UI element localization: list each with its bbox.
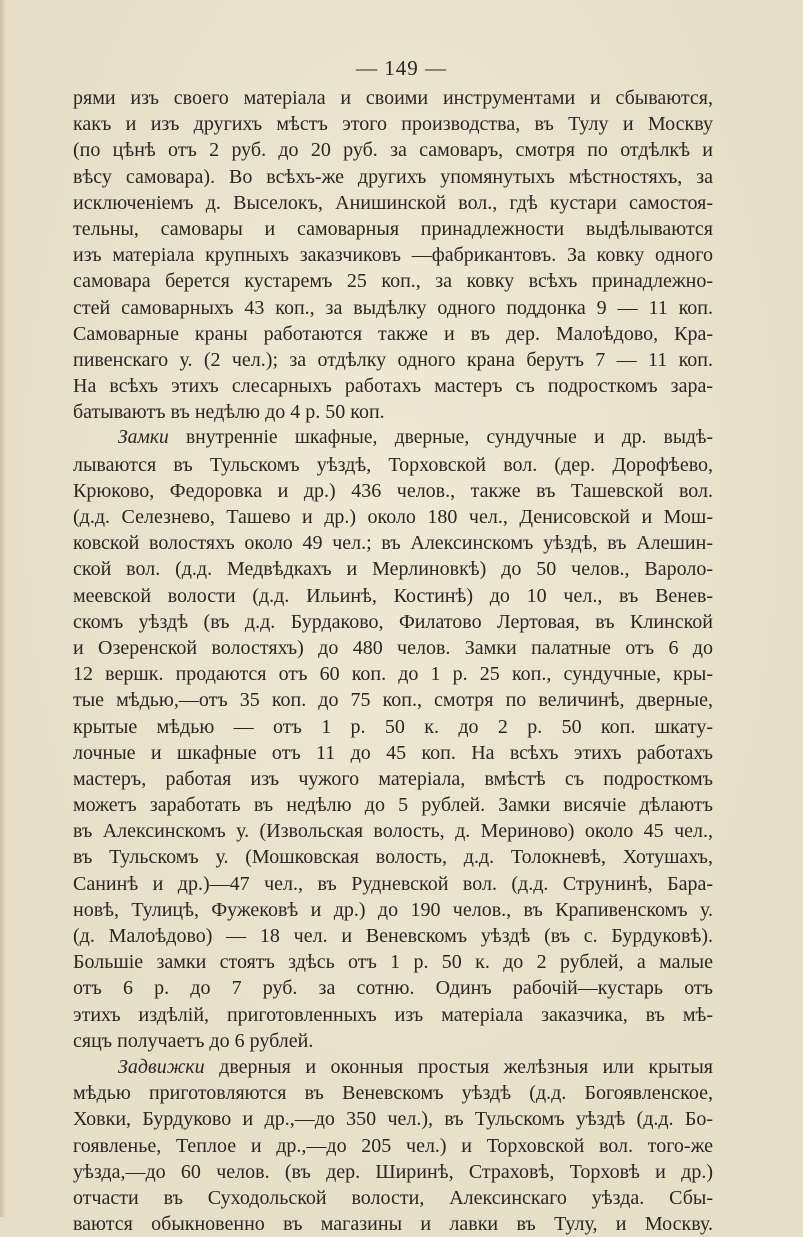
text-line-content: гоявленье, Теплое и др.,—до 205 чел.) и Торховской вол. того-же [73,1134,713,1157]
paragraph-lead-word: Замки [118,427,169,449]
text-line-content: внутренніе шкафные, дверные, сундучные и др. выдѣ- [186,427,713,449]
text-line-content: этихъ издѣлій, приготовленныхъ изъ матеріала заказчика, въ мѣ- [73,1003,713,1026]
text-line [73,373,713,399]
paragraph-lead-word: Задвижки [118,1055,205,1078]
text-line [73,687,713,713]
text-line [73,714,713,740]
text-line-content: исключеніемъ д. Выселокъ, Анишинской вол., гдѣ кустари самостоя- [73,191,713,214]
text-line-content: тые мѣдью,—отъ 35 коп. до 75 коп., смотря по величинѣ, дверные, [73,689,713,712]
text-line [73,792,713,818]
text-line [73,190,713,216]
text-line-content: ваются обыкновенно въ магазины и лавки въ Тулу, и Москву. [73,1213,713,1236]
text-line [73,111,713,137]
text-line [73,295,713,321]
page-edge-shadow [0,0,6,1217]
text-line [73,268,713,294]
text-line-content: какъ и изъ другихъ мѣстъ этого производства, въ Тулу и Москву [73,113,713,136]
text-line [73,85,713,111]
text-line-content: крытые мѣдью — отъ 1 р. 50 к. до 2 р. 50 коп. шкату- [73,715,713,738]
text-line-content: 12 вершк. продаются отъ 60 коп. до 1 р. 25 коп., сундучные, кры- [73,663,713,686]
text-line [73,661,713,687]
text-line [73,818,713,844]
text-line-content: лочные и шкафные отъ 11 до 45 коп. На всѣхъ этихъ работахъ [73,741,713,764]
text-line [73,347,713,373]
text-line-content: отчасти въ Суходольской волости, Алексинскаго уѣзда. Сбы- [73,1186,713,1209]
text-line-content: меевской волости (д.д. Ильинѣ, Костинѣ) до 10 чел., въ Венев- [73,584,713,607]
text-line-content: Самоварные краны работаются также и въ дер. Малоѣдово, Кра- [73,322,713,345]
text-line-content: (д. Малоѣдово) — 18 чел. и Веневскомъ уѣздѣ (въ с. Бурдуковѣ). [73,925,713,947]
text-line-content: Крюково, Федоровка и др.) 436 челов., также въ Ташевской вол. [73,479,713,502]
text-line-content: сяцъ получаетъ до 6 рублей. [73,1029,314,1052]
text-line-content: мѣдью приготовляются въ Веневскомъ уѣздѣ (д.д. Богоявленское, [73,1082,713,1105]
text-line [73,1185,713,1211]
text-line-content: пивенскаго у. (2 чел.); за отдѣлку одного крана берутъ 7 — 11 коп. [73,348,713,371]
text-line-content: (по цѣнѣ отъ 2 руб. до 20 руб. за самоваръ, смотря по отдѣлкѣ и [73,139,713,162]
text-line-content: Санинѣ и др.)—47 чел., въ Рудневской вол. (д.д. Струнинѣ, Бара- [73,872,713,895]
text-line-content: стей самоварныхъ 43 коп., за выдѣлку одного поддонка 9 — 11 коп. [73,296,713,319]
text-line [73,1080,713,1106]
text-line [73,425,713,451]
text-line [73,452,713,478]
text-line-content: тельны, самовары и самоварныя принадлежности выдѣлываются [73,217,713,240]
text-line-content: лываются въ Тульскомъ уѣздѣ, Торховской вол. (дер. Дорофѣево, [73,453,713,476]
text-line-content: въ Тульскомъ у. (Мошковская волость, д.д. Толокневѣ, Хотушахъ, [73,846,713,869]
text-line [73,556,713,582]
text-line [73,740,713,766]
text-line-content: новѣ, Тулицѣ, Фужековѣ и др.) до 190 челов., въ Крапивенскомъ у. [73,898,713,921]
text-line [73,897,713,923]
text-line-content: вѣсу самовара). Во всѣхъ-же другихъ упомянутыхъ мѣстностяхъ, за [73,165,713,188]
text-line [73,609,713,635]
text-line-content: дверныя и оконныя простыя желѣзныя или крытыя [219,1055,713,1078]
text-line [73,1028,713,1054]
text-line-content: ковской волостяхъ около 49 чел.; въ Алексинскомъ уѣздѣ, въ Алешин- [73,532,713,555]
text-line-content: и Озеренской волостяхъ) до 480 челов. Замки палатные отъ 6 до [73,636,713,659]
text-line-content: уѣзда,—до 60 челов. (въ дер. Ширинѣ, Страховѣ, Торховѣ и др.) [73,1160,713,1183]
text-line-content: отъ 6 р. до 7 руб. за сотню. Одинъ рабочій—кустарь отъ [73,977,713,1000]
text-line-content: Ховки, Бурдуково и др.,—до 350 чел.), въ Тульскомъ уѣздѣ (д.д. Бо- [73,1108,713,1131]
text-line-content: рями изъ своего матеріала и своими инструментами и сбываются, [73,87,713,109]
text-line-content: мастеръ, работая изъ чужого матеріала, вмѣстѣ съ подросткомъ [73,767,713,790]
text-line-content: батываютъ въ недѣлю до 4 р. 50 коп. [73,401,385,424]
text-line-content: ской вол. (д.д. Медвѣдкахъ и Мерлиновкѣ) до 50 челов., Вароло- [73,558,713,581]
text-line [73,1106,713,1132]
text-line [73,242,713,268]
text-line [73,1002,713,1028]
text-line [73,504,713,530]
text-line [73,530,713,556]
text-line [73,1211,713,1237]
text-line-content: изъ матеріала крупныхъ заказчиковъ —фабрикантовъ. За ковку одного [73,244,713,267]
text-line-content: скомъ уѣздѣ (въ д.д. Бурдаково, Филатово Лертовая, въ Клинской [73,610,713,633]
text-line-content: можетъ заработать въ недѣлю до 5 рублей. Замки висячіе дѣлаютъ [73,794,713,817]
body-text [73,85,713,1237]
text-line [73,321,713,347]
text-line [73,216,713,242]
text-line-content: (д.д. Селезнево, Ташево и др.) около 180 чел., Денисовской и Мош- [73,506,713,528]
text-line [73,871,713,897]
page-number: — 149 — [356,56,447,80]
text-line [73,975,713,1001]
text-line [73,766,713,792]
text-line [73,137,713,163]
text-line-content: въ Алексинскомъ у. (Извольская волость, д. Мериново) около 45 чел., [73,820,713,843]
text-line-content: Большіе замки стоятъ здѣсь отъ 1 р. 50 к. до 2 рублей, а малые [73,951,713,974]
text-line [73,923,713,949]
text-line [73,399,713,425]
text-line [73,478,713,504]
text-line [73,1133,713,1159]
text-line [73,583,713,609]
text-line [73,1054,713,1080]
text-line [73,844,713,870]
text-line [73,1159,713,1185]
text-line [73,164,713,190]
text-line [73,949,713,975]
text-line [73,635,713,661]
text-line-content: самовара берется кустаремъ 25 коп., за ковку всѣхъ принадлежно- [73,270,713,293]
text-line-content: На всѣхъ этихъ слесарныхъ работахъ мастеръ съ подросткомъ зара- [73,375,713,398]
